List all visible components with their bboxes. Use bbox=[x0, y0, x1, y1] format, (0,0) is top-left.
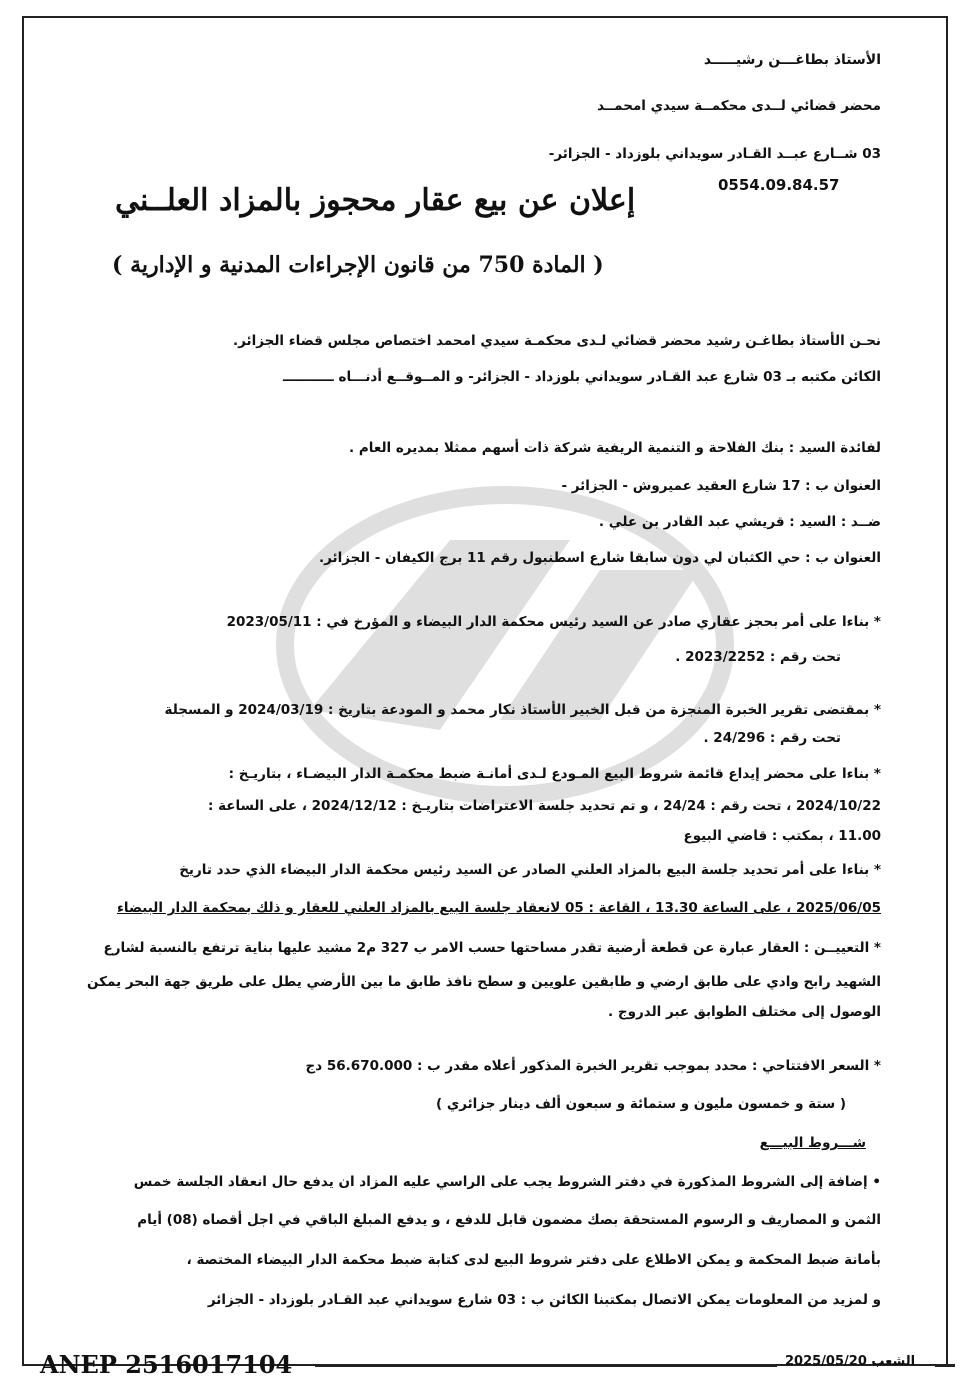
bailiff-phone: 0554.09.84.57 bbox=[718, 176, 840, 194]
intro-line-1: نحـن الأستاذ بطاغـن رشيد محضر قضائي لـدى محكمـة سيدي امحمد اختصاص مجلس قضاء الجزائر. bbox=[233, 333, 881, 349]
bailiff-role: محضر قضائي لــدى محكمــة سيدي امحمــد bbox=[597, 98, 881, 114]
beneficiary-address: العنوان ب : 17 شارع العقيد عميروش - الجزائر - bbox=[561, 478, 881, 494]
condition-line-4: و لمزيد من المعلومات يمكن الاتصال بمكتبنا الكائن ب : 03 شارع سويداني عبد القـادر بلوزداد - الجزائر bbox=[207, 1292, 881, 1308]
clause-deposit-office: 11.00 ، بمكتب : قاضي البيوع bbox=[683, 828, 881, 844]
defendant-address: العنوان ب : حي الكثبان لي دون سابقا شارع اسطنبول رقم 11 برج الكيفان - الجزائر. bbox=[318, 550, 881, 566]
conditions-heading: شـــروط البيـــع bbox=[759, 1135, 866, 1151]
designation-line-2: الشهيد رابح وادي على طابق ارضي و طابقين علويين و سطح نافذ طابق ما بين الأرضي يطل على طريق جهة البحر يمكن bbox=[87, 974, 881, 990]
clause-expertise-number: تحت رقم : 24/296 . bbox=[703, 730, 841, 746]
clause-deposit: * بناءا على محضر إيداع قائمة شروط البيع المـودع لـدى أمانـة ضبط محكمـة الدار البيضـاء ، بتاريـخ : bbox=[228, 766, 881, 782]
opening-price: * السعر الافتتاحي : محدد بموجب تقرير الخبرة المذكور أعلاه مقدر ب : 56.670.000 دج bbox=[305, 1058, 881, 1074]
designation-line-3: الوصول إلى مختلف الطوابق عبر الدروج . bbox=[608, 1004, 881, 1020]
intro-line-2: الكائن مكتبه بـ 03 شارع عبد القـادر سويداني بلوزداد - الجزائر- و المــوقــع أدنـــاه ـــــــــــ bbox=[283, 369, 881, 385]
beneficiary: لفائدة السيد : بنك الفلاحة و التنمية الريفية شركة ذات أسهم ممثلا بمديره العام . bbox=[349, 440, 881, 456]
clause-seizure-number: تحت رقم : 2023/2252 . bbox=[675, 649, 841, 665]
footer-rule-end bbox=[935, 1364, 955, 1367]
legal-article: ( المادة 750 من قانون الإجراءات المدنية و الإدارية ) bbox=[112, 252, 604, 278]
designation-line-1: * التعييــن : العقار عبارة عن قطعة أرضية تقدر مساحتها حسب الامر ب 327 م2 مشيد عليها بناية ترتفع بالنسبة لشارع bbox=[103, 940, 881, 956]
condition-line-1: • إضافة إلى الشروط المذكورة في دفتر الشروط يجب على الراسي عليه المزاد ان يدفع حال انعقاد الجلسة خمس bbox=[133, 1174, 881, 1190]
bailiff-name: الأستاذ بطاغـــن رشيـــــد bbox=[703, 52, 881, 68]
announcement-title: إعلان عن بيع عقار محجوز بالمزاد العلــني bbox=[115, 183, 636, 218]
condition-line-2: الثمن و المصاريف و الرسوم المستحقة بصك مضمون قابل للدفع ، و يدفع المبلغ الباقي في اجل أقصاه (08) أيام bbox=[137, 1212, 881, 1228]
clause-sale-date: 2025/06/05 ، على الساعة 13.30 ، القاعة : 05 لانعقاد جلسة البيع بالمزاد العلني للعقار و ذلك بمحكمة الدار البيضاء bbox=[117, 900, 881, 916]
clause-deposit-date: 2024/10/22 ، تحت رقم : 24/24 ، و تم تحديد جلسة الاعتراضات بتاريـخ : 2024/12/12 ، على الساعة : bbox=[208, 798, 881, 814]
opening-price-words: ( ستة و خمسون مليون و ستمائة و سبعون ألف دينار جزائري ) bbox=[435, 1096, 846, 1112]
clause-seizure: * بناءا على أمر بحجز عقاري صادر عن السيد رئيس محكمة الدار البيضاء و المؤرخ في : 2023/05/11 bbox=[226, 614, 881, 630]
bailiff-address: 03 شــارع عبــد القـادر سويداني بلوزداد - الجزائر- bbox=[548, 146, 881, 162]
footer-rule bbox=[315, 1364, 777, 1367]
anep-number: ANEP 2516017104 bbox=[40, 1350, 293, 1379]
publication-date: الشعب 2025/05/20 bbox=[785, 1354, 916, 1369]
defendant: ضــد : السيد : قريشي عبد القادر بن علي . bbox=[598, 514, 881, 530]
clause-sale-order: * بناءا على أمر تحديد جلسة البيع بالمزاد العلني الصادر عن السيد رئيس محكمة الدار البيضاء الذي حدد تاريخ bbox=[179, 862, 881, 878]
clause-expertise: * بمقتضى تقرير الخبرة المنجزة من قبل الخبير الأستاذ نكار محمد و المودعة بتاريخ : 2024/03/19 و المسجلة bbox=[164, 702, 881, 718]
condition-line-3: بأمانة ضبط المحكمة و يمكن الاطلاع على دفتر شروط البيع لدى كتابة ضبط محكمة الدار البيضاء المختصة ، bbox=[186, 1252, 881, 1268]
